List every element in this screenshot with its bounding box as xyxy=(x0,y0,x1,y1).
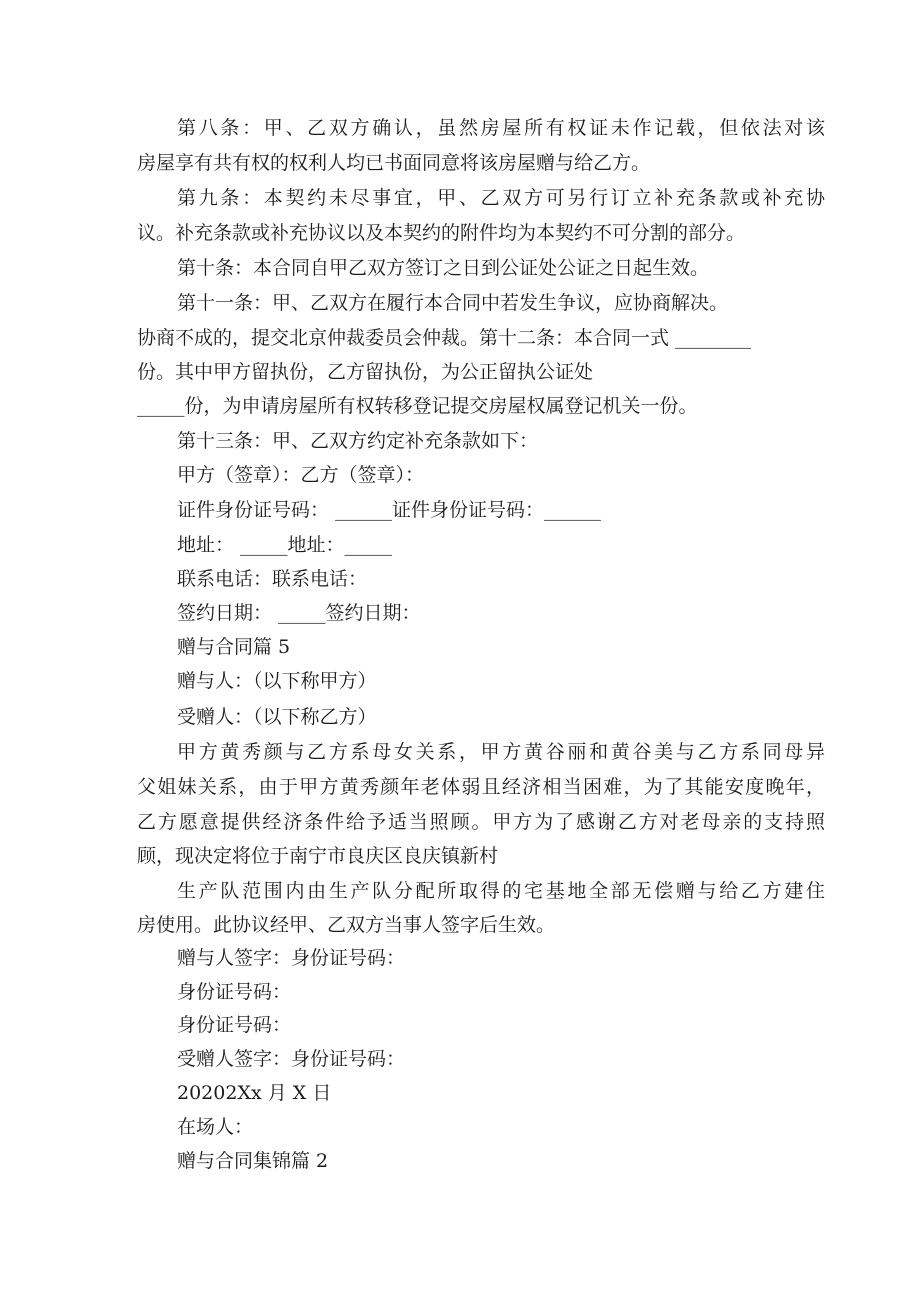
witness-line: 在场人： xyxy=(177,1116,254,1138)
phone-line: 联系电话：联系电话： xyxy=(177,568,368,590)
article-10: 第十条：本合同自甲乙双方签订之日到公证处公证之日起生效。 xyxy=(177,257,710,279)
id-number-line-2: 身份证号码： xyxy=(177,981,292,1003)
article-9-line-2: 议。补充条款或补充协议以及本契约的附件均为本契约不可分割的部分。 xyxy=(137,222,746,244)
sign-date-line: 签约日期： _____签约日期： xyxy=(177,602,421,624)
id-number-line: 证件身份证号码： ______证件身份证号码：______ xyxy=(177,499,602,521)
article-8-line-2: 房屋享有共有权的权利人均已书面同意将该房屋赠与给乙方。 xyxy=(137,152,651,174)
article-8-line-1: 第八条：甲、乙双方确认，虽然房屋所有权证未作记载，但依法对该 xyxy=(177,117,825,139)
article-9-line-1: 第九条：本契约未尽事宜，甲、乙双方可另行订立补充条款或补充协 xyxy=(177,187,825,209)
article-13: 第十三条：甲、乙双方约定补充条款如下： xyxy=(177,430,539,452)
donee-line: 受赠人：（以下称乙方） xyxy=(177,706,377,728)
body-para-1-line-1: 甲方黄秀颜与乙方系母女关系，甲方黄谷丽和黄谷美与乙方系同母异 xyxy=(177,741,825,763)
donor-line: 赠与人：（以下称甲方） xyxy=(177,670,377,692)
donee-sign-line: 受赠人签字：身份证号码： xyxy=(177,1048,406,1070)
article-11-line-2: 协商不成的，提交北京仲裁委员会仲裁。第十二条：本合同一式 ________ xyxy=(137,327,752,349)
donor-sign-line: 赠与人签字：身份证号码： xyxy=(177,947,406,969)
body-para-2-line-1: 生产队范围内由生产队分配所取得的宅基地全部无偿赠与给乙方建住 xyxy=(177,880,825,902)
article-11-line-1: 第十一条：甲、乙双方在履行本合同中若发生争议，应协商解决。 xyxy=(177,292,729,314)
article-12-line-1: 份。其中甲方留执份，乙方留执份，为公正留执公证处 xyxy=(137,361,594,383)
section-title-5: 赠与合同篇 5 xyxy=(177,636,291,658)
article-12-line-2: _____份，为申请房屋所有权转移登记提交房屋权属登记机关一份。 xyxy=(137,395,698,417)
body-para-1-line-2: 父姐妹关系，由于甲方黄秀颜年老体弱且经济相当困难，为了其能安度晚年， xyxy=(137,776,825,798)
party-signature-line: 甲方（签章）：乙方（签章）： xyxy=(177,464,425,486)
body-para-1-line-4: 顾，现决定将位于南宁市良庆区良庆镇新村 xyxy=(137,845,499,867)
date-line: 20202Xx 月 X 日 xyxy=(177,1082,332,1104)
section-title-2: 赠与合同集锦篇 2 xyxy=(177,1150,329,1172)
body-para-1-line-3: 乙方愿意提供经济条件给予适当照顾。甲方为了感谢乙方对老母亲的支持照 xyxy=(137,811,825,833)
address-line: 地址： _____地址：_____ xyxy=(177,534,393,556)
id-number-line-3: 身份证号码： xyxy=(177,1014,292,1036)
body-para-2-line-2: 房使用。此协议经甲、乙双方当事人签字后生效。 xyxy=(137,914,556,936)
